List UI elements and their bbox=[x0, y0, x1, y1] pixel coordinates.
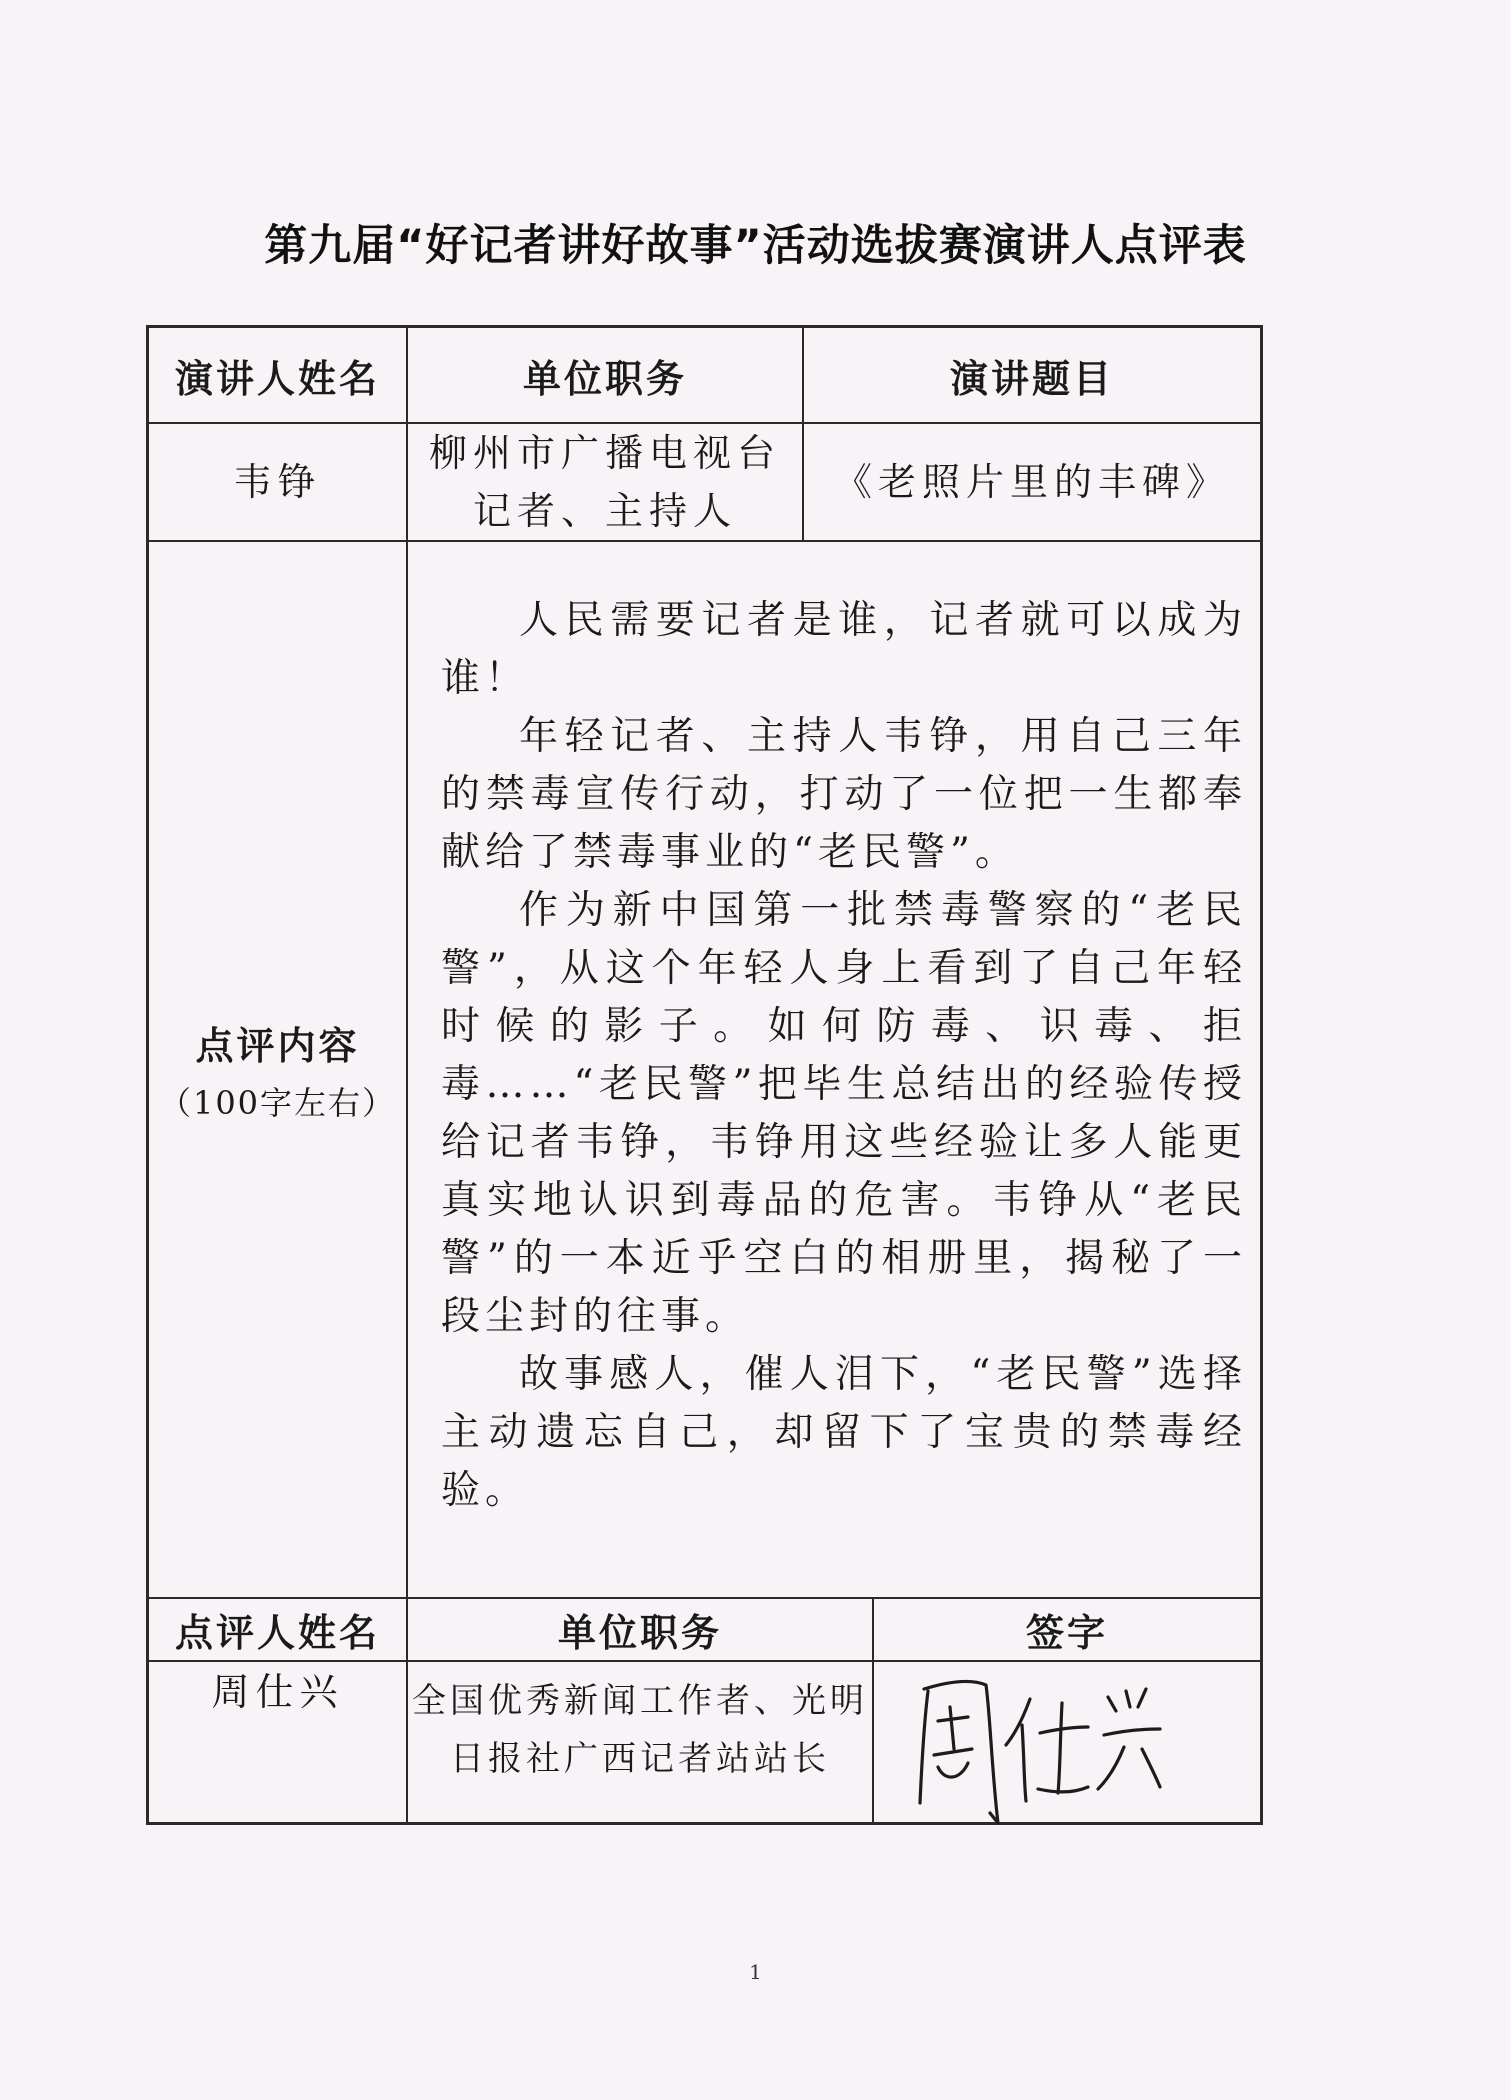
comment-body bbox=[423, 598, 1257, 1513]
speaker-unit-line2: 记者、主持人 bbox=[472, 489, 737, 533]
document-title: 第九届“好记者讲好故事”活动选拔赛演讲人点评表 bbox=[264, 221, 1247, 271]
reviewer-unit-header: 单位职务 bbox=[557, 1611, 722, 1655]
reviewer-sign-header: 签字 bbox=[1025, 1611, 1108, 1655]
comment-label-cell bbox=[149, 542, 406, 1597]
speaker-unit-header: 单位职务 bbox=[522, 356, 687, 401]
comment-paragraph: 作为新中国第一批禁毒警察的“老民警”，从这个年轻人身上看到了自己年轻时候的影子。如何防毒、识毒、拒毒……“老民警”把毕生总结出的经验传授给记者韦铮，韦铮用这些经验让多人能更真实地认识到毒品的危害。韦铮从“老民警”的一本近乎空白的相册里，揭秘了一段尘封的往事。 bbox=[441, 888, 1247, 1339]
speaker-name: 韦铮 bbox=[233, 460, 322, 504]
reviewer-unit-line2: 日报社广西记者站站长 bbox=[450, 1739, 830, 1779]
table-border-right bbox=[1260, 325, 1263, 1825]
speaker-name-header: 演讲人姓名 bbox=[174, 356, 380, 401]
table-line-comment bbox=[146, 1597, 1263, 1599]
comment-hint: （100字左右） bbox=[158, 1084, 397, 1122]
handwritten-signature bbox=[910, 1663, 1170, 1833]
reviewer-name-header: 点评人姓名 bbox=[174, 1611, 380, 1655]
comment-paragraph: 人民需要记者是谁，记者就可以成为谁！ bbox=[441, 598, 1247, 701]
page-number: 1 bbox=[749, 1960, 762, 1984]
speaker-unit-line1: 柳州市广播电视台 bbox=[428, 431, 781, 475]
reviewer-unit-line1: 全国优秀新闻工作者、光明 bbox=[412, 1681, 868, 1721]
speaker-unit bbox=[408, 424, 802, 540]
table-line-col1 bbox=[406, 325, 408, 1825]
reviewer-name: 周仕兴 bbox=[211, 1670, 344, 1714]
table-line-reviewer-header bbox=[146, 1660, 1263, 1662]
comment-paragraph: 年轻记者、主持人韦铮，用自己三年的禁毒宣传行动，打动了一位把一生都奉献给了禁毒事业的“老民警”。 bbox=[441, 714, 1247, 875]
comment-paragraph: 故事感人，催人泪下，“老民警”选择主动遗忘自己，却留下了宝贵的禁毒经验。 bbox=[441, 1352, 1247, 1513]
table-line-col2-bottom bbox=[872, 1597, 874, 1825]
speaker-topic: 《老照片里的丰碑》 bbox=[833, 460, 1230, 504]
speaker-topic-header: 演讲题目 bbox=[949, 356, 1114, 401]
comment-label: 点评内容 bbox=[195, 1024, 360, 1068]
